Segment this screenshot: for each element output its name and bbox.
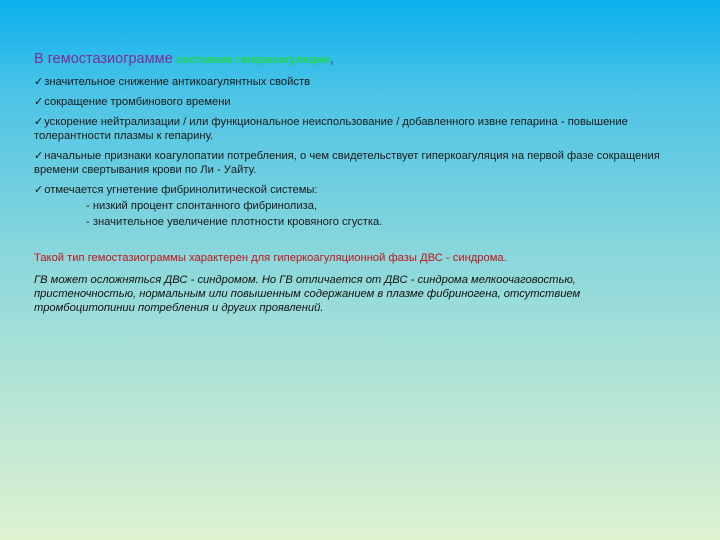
sub-item: - значительное увеличение плотности кровяного сгустка. — [86, 216, 383, 228]
checkmark-icon: ✓ — [34, 184, 44, 196]
bullet-item — [34, 115, 674, 143]
note-text: ГВ может осложняться ДВС - синдромом. Но ГВ отличается от ДВС - синдрома мелкоочаговостью, пристеночностью, нормальным или повышенным содержанием в плазме фибриногена, отсутствием тромбоцитопинии потребления и других проявлений. — [34, 274, 581, 314]
checkmark-icon: ✓ — [34, 96, 44, 108]
sub-item: - низкий процент спонтанного фибринолиза, — [86, 200, 318, 212]
bullet-item — [34, 149, 674, 177]
bullet-list — [34, 75, 674, 229]
bullet-item — [34, 75, 674, 89]
bullet-text: сокращение тромбинового времени — [44, 96, 231, 108]
bullet-text: отмечается угнетение фибринолитической системы: — [44, 184, 318, 196]
bullet-text: значительное снижение антикоагулянтных свойств — [44, 76, 311, 88]
checkmark-icon: ✓ — [34, 150, 44, 162]
bullet-item — [34, 95, 674, 109]
checkmark-icon: ✓ — [34, 76, 44, 88]
title-highlight: состояние гиперкоагуляции — [176, 54, 330, 66]
bullet-text: ускорение нейтрализации / или функциональное неиспользование / добавленного извне гепарина - повышение толерантности плазмы к гепарину. — [34, 116, 628, 142]
slide-content — [34, 50, 674, 315]
slide-title — [34, 50, 674, 69]
title-punctuation: , — [329, 51, 334, 67]
title-text: В гемостазиограмме — [34, 51, 177, 67]
checkmark-icon: ✓ — [34, 116, 44, 128]
summary-text: Такой тип гемостазиограммы характерен для гиперкоагуляционной фазы ДВС - синдрома. — [34, 252, 507, 264]
bullet-text: начальные признаки коагулопатии потребления, о чем свидетельствует гиперкоагуляция на первой фазе сокращения времени свертывания крови по Ли - Уайту. — [34, 150, 660, 176]
bullet-item — [34, 183, 674, 229]
